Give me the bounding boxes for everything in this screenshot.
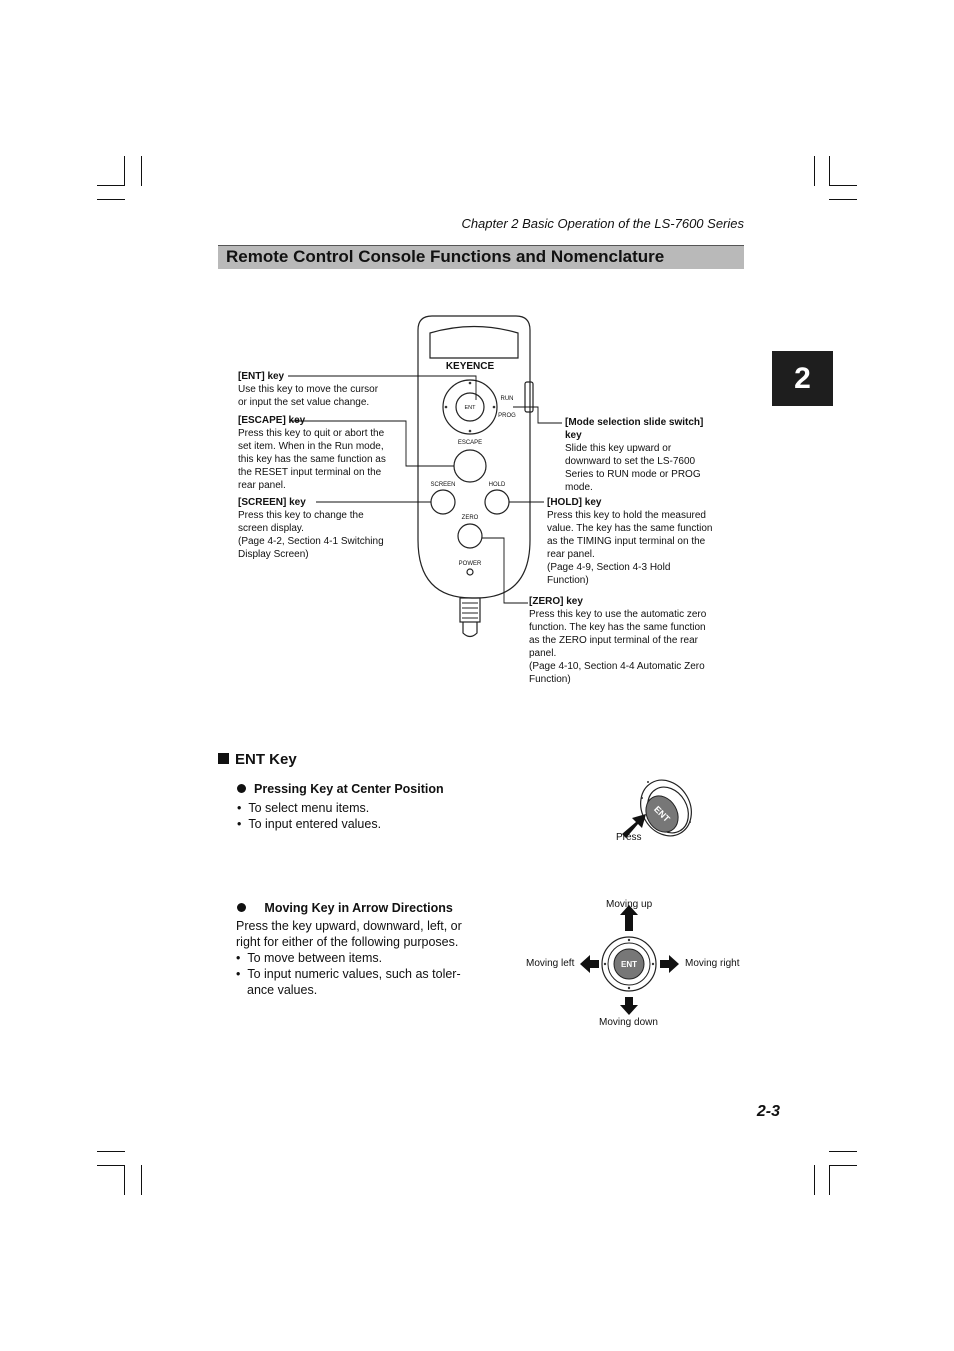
moving-right-label: Moving right (685, 958, 740, 969)
escape-key-callout (238, 414, 406, 492)
heading-text: ENT Key (235, 751, 297, 768)
callout-title: [ENT] key (238, 371, 285, 382)
zero-key-callout (529, 595, 729, 686)
escape-key-shape (454, 450, 486, 482)
moving-down-label: Moving down (599, 1017, 658, 1028)
moving-up-label: Moving up (606, 899, 653, 910)
callout-line: Press this key to quit or abort the (238, 428, 385, 439)
square-bullet-icon (218, 753, 229, 764)
callout-line: value. The key has the same function (547, 523, 713, 534)
crop-mark (97, 1151, 125, 1152)
circle-bullet-icon (237, 903, 246, 912)
callout-line: the RESET input terminal on the (238, 467, 382, 478)
power-label: POWER (458, 561, 482, 567)
crop-mark (814, 1165, 815, 1195)
prog-label: PROG (498, 413, 516, 419)
ent-key-label: ENT (464, 405, 476, 411)
callout-line: Use this key to move the cursor (238, 384, 379, 395)
callout-line: (Page 4-10, Section 4-4 Automatic Zero (529, 661, 705, 672)
arrow-directions-body (236, 918, 496, 998)
crop-mark (124, 1165, 125, 1195)
hold-key-label: HOLD (488, 482, 506, 488)
callout-line: this key has the same function as (238, 454, 386, 465)
mode-slide-switch (525, 382, 533, 412)
screen-key-shape (431, 490, 455, 514)
list-item-continuation: ance values. (247, 983, 318, 997)
zero-key-shape (458, 524, 482, 548)
body-line: Press the key upward, downward, left, or (236, 919, 462, 933)
callout-line: as the TIMING input terminal on the (547, 536, 706, 547)
body-line: right for either of the following purposes. (236, 935, 459, 949)
subheading-text: Moving Key in Arrow Directions (264, 901, 453, 915)
callout-line: Series to RUN mode or PROG (565, 469, 701, 480)
chapter-tab: 2 (772, 351, 833, 406)
arrow-down-icon (620, 997, 638, 1015)
ent-key-callout (238, 370, 408, 409)
callout-line: Display Screen) (238, 549, 309, 560)
callout-title: [HOLD] key (547, 497, 602, 508)
callout-title: [SCREEN] key (238, 497, 306, 508)
callout-line: Press this key to use the automatic zero (529, 609, 707, 620)
mode-switch-callout (565, 416, 730, 494)
screen-key-callout (238, 496, 413, 561)
callout-title: key (565, 430, 582, 441)
zero-key-label: ZERO (461, 515, 479, 521)
moving-left-label: Moving left (526, 958, 575, 969)
callout-line: as the ZERO input terminal of the rear (529, 635, 698, 646)
callout-line: Press this key to change the (238, 510, 364, 521)
subheading-text: Pressing Key at Center Position (254, 782, 444, 796)
cable-connector (463, 622, 477, 637)
callout-line: Press this key to hold the measured (547, 510, 706, 521)
hold-key-callout (547, 496, 737, 587)
chapter-header: Chapter 2 Basic Operation of the LS-7600 Series (461, 216, 744, 231)
callout-line: panel. (529, 648, 557, 659)
list-item: • To input entered values. (237, 817, 382, 831)
ent-center-label: ENT (621, 960, 637, 969)
crop-mark (829, 1165, 830, 1195)
ent-key-heading (218, 751, 297, 768)
callout-line: rear panel. (238, 480, 286, 491)
screen-key-label: SCREEN (430, 482, 456, 488)
arrow-directions-heading (237, 901, 453, 915)
callout-title: [ESCAPE] key (238, 415, 306, 426)
callout-line: rear panel. (547, 549, 595, 560)
press-center-bullets (237, 800, 497, 832)
callout-line: or input the set value change. (238, 397, 370, 408)
run-label: RUN (500, 396, 514, 402)
callout-line: Slide this key upward or (565, 443, 672, 454)
callout-title: [ZERO] key (529, 596, 583, 607)
list-item: • To select menu items. (237, 801, 370, 815)
callout-line: Function) (547, 575, 589, 586)
console-display-window (430, 327, 518, 359)
crop-mark (141, 1165, 142, 1195)
callout-line: Function) (529, 674, 571, 685)
crop-mark (829, 1165, 857, 1166)
callout-line: function. The key has the same function (529, 622, 706, 633)
crop-mark (97, 1165, 125, 1166)
callout-line: (Page 4-9, Section 4-3 Hold (547, 562, 671, 573)
callout-line: (Page 4-2, Section 4-1 Switching (238, 536, 384, 547)
list-item: • To input numeric values, such as toler- (236, 967, 461, 981)
press-label: Press (616, 832, 642, 843)
page-number: 2-3 (756, 1103, 780, 1120)
callout-line: set item. When in the Run mode, (238, 441, 384, 452)
press-center-heading (237, 782, 444, 796)
mode-callout-line (513, 407, 562, 423)
ent-key-text: ENT (652, 804, 672, 824)
direction-illustration (570, 905, 690, 1020)
power-led (467, 569, 473, 575)
list-item: • To move between items. (236, 951, 383, 965)
callout-line: mode. (565, 482, 593, 493)
escape-key-label: ESCAPE (457, 440, 483, 446)
section-title: Remote Control Console Functions and Nomenclature (226, 247, 665, 266)
circle-bullet-icon (237, 784, 246, 793)
callout-title: [Mode selection slide switch] (565, 417, 704, 428)
hold-key-shape (485, 490, 509, 514)
crop-mark (829, 1151, 857, 1152)
keyence-logo: KEYENCE (445, 361, 495, 372)
callout-line: screen display. (238, 523, 304, 534)
zero-callout-line (482, 538, 528, 603)
arrow-left-icon (580, 955, 599, 973)
callout-line: downward to set the LS-7600 (565, 456, 696, 467)
arrow-right-icon (660, 955, 679, 973)
